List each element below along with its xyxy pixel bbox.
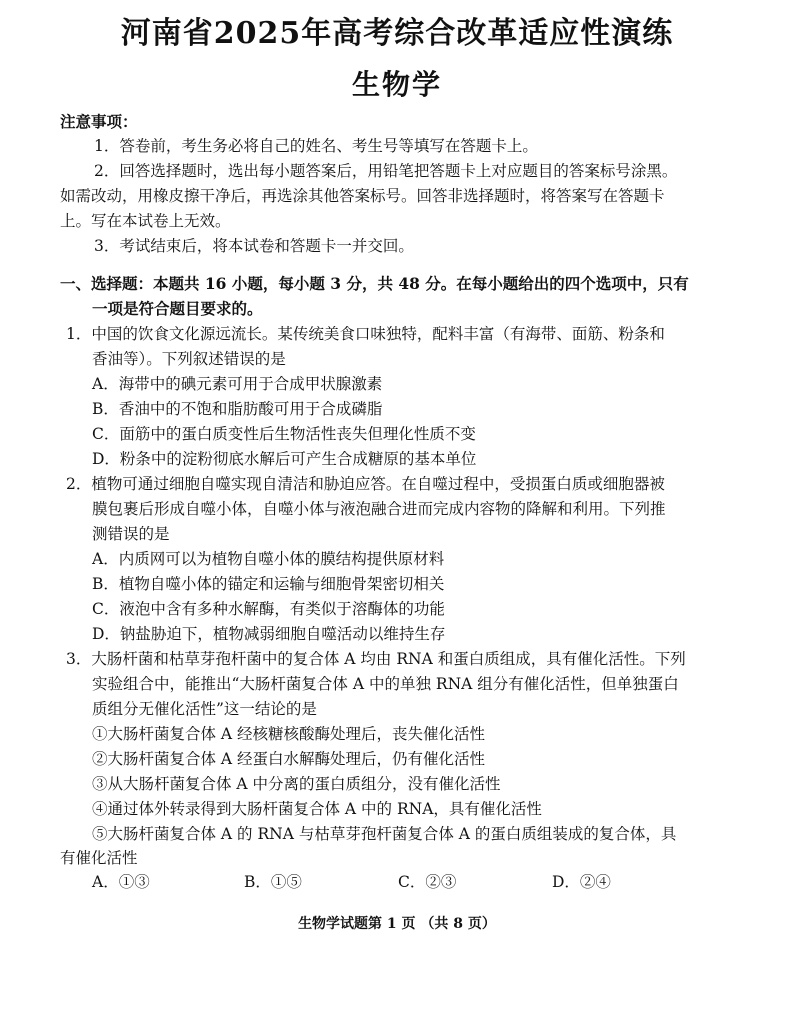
section-heading-line-1: 一、选择题：本题共 16 小题，每小题 3 分，共 48 分。在每小题给出的四个选项中，只有: [60, 274, 689, 293]
notice-item-2-line-2: 如需改动，用橡皮擦干净后，再选涂其他答案标号。回答非选择题时，将答案写在答题卡: [60, 187, 665, 205]
notice-heading: 注意事项：: [60, 112, 138, 131]
q1-option-d: D．粉条中的淀粉彻底水解后可产生合成糖原的基本单位: [92, 450, 477, 468]
q3-statement-1: ①大肠杆菌复合体 A 经核糖核酸酶处理后，丧失催化活性: [92, 725, 486, 743]
q3-options: [92, 870, 732, 894]
subject-title: 生物学: [351, 68, 442, 101]
q1-stem-line-1: 1．中国的饮食文化源远流长。某传统美食口味独特，配料丰富（有海带、面筋、粉条和: [66, 325, 665, 343]
q1-option-a: A．海带中的碘元素可用于合成甲状腺激素: [92, 375, 383, 393]
notice-item-2-line-1: 2．回答选择题时，选出每小题答案后，用铅笔把答题卡上对应题目的答案标号涂黑。: [94, 162, 678, 180]
section-heading-line-2: 一项是符合题目要求的。: [92, 299, 263, 318]
q2-stem-line-2: 膜包裹后形成自噬小体，自噬小体与液泡融合进而完成内容物的降解和利用。下列推: [92, 500, 666, 518]
q2-stem-line-3: 测错误的是: [92, 525, 170, 543]
q3-stem-line-1: 3．大肠杆菌和枯草芽孢杆菌中的复合体 A 均由 RNA 和蛋白质组成，具有催化活性。下列: [66, 650, 686, 668]
q3-statement-5-line-2: 有催化活性: [60, 849, 138, 867]
q3-option-c: C．②③: [398, 873, 457, 891]
q2-stem-line-1: 2．植物可通过细胞自噬实现自清洁和胁迫应答。在自噬过程中，受损蛋白质或细胞器被: [66, 475, 665, 493]
notice-item-3: 3．考试结束后，将本试卷和答题卡一并交回。: [94, 237, 414, 255]
q2-option-c: C．液泡中含有多种水解酶，有类似于溶酶体的功能: [92, 600, 445, 618]
q3-statement-3: ③从大肠杆菌复合体 A 中分离的蛋白质组分，没有催化活性: [92, 775, 501, 793]
q3-option-a: A．①③: [92, 873, 150, 891]
q3-statement-2: ②大肠杆菌复合体 A 经蛋白水解酶处理后，仍有催化活性: [92, 750, 486, 768]
q3-stem-line-2: 实验组合中，能推出“大肠杆菌复合体 A 中的单独 RNA 组分有催化活性，但单独蛋白: [92, 675, 679, 693]
q1-option-b: B．香油中的不饱和脂肪酸可用于合成磷脂: [92, 400, 383, 418]
q2-option-b: B．植物自噬小体的锚定和运输与细胞骨架密切相关: [92, 575, 445, 593]
q3-option-b: B．①⑤: [244, 873, 302, 891]
q2-option-a: A．内质网可以为植物自噬小体的膜结构提供原材料: [92, 550, 445, 568]
page-footer: 生物学试题第 1 页 （共 8 页）: [298, 916, 496, 932]
q2-option-d: D．钠盐胁迫下，植物减弱细胞自噬活动以维持生存: [92, 625, 446, 643]
exam-title: 河南省2025年高考综合改革适应性演练: [120, 16, 674, 51]
q3-option-d: D．②④: [552, 873, 611, 891]
notice-item-2-line-3: 上。写在本试卷上无效。: [60, 212, 231, 230]
notice-item-1: 1．答卷前，考生务必将自己的姓名、考生号等填写在答题卡上。: [94, 137, 538, 155]
q1-stem-line-2: 香油等）。下列叙述错误的是: [92, 350, 286, 368]
q3-statement-5-line-1: ⑤大肠杆菌复合体 A 的 RNA 与枯草芽孢杆菌复合体 A 的蛋白质组装成的复合体，具: [92, 825, 677, 843]
q3-stem-line-3: 质组分无催化活性”这一结论的是: [92, 700, 317, 718]
q1-option-c: C．面筋中的蛋白质变性后生物活性丧失但理化性质不变: [92, 425, 476, 443]
q3-statement-4: ④通过体外转录得到大肠杆菌复合体 A 中的 RNA，具有催化活性: [92, 800, 542, 818]
